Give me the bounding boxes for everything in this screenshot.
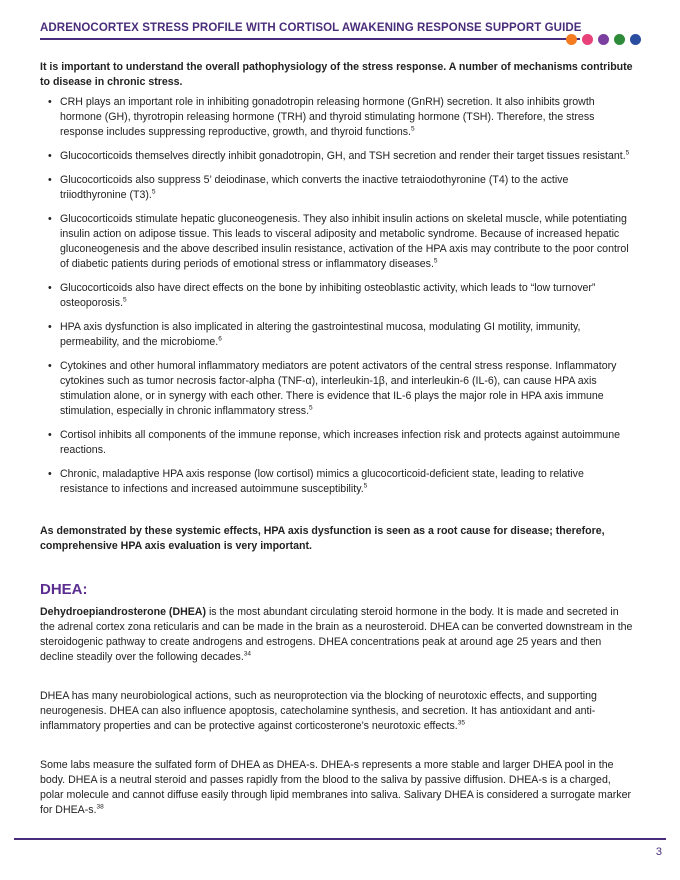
list-item — [60, 173, 634, 203]
list-item-text: Glucocorticoids also have direct effects on the bone by inhibiting osteoblastic activity, which leads to “low turnover” osteoporosis. — [60, 282, 596, 309]
list-item-text: CRH plays an important role in inhibiting gonadotropin releasing hormone (GnRH) secretion. It also inhibits growth hormone (GH), thyrotropin releasing hormone (TRH) and thyroid stimulating hormone (TSH). Therefore, the stress response includes suppressing reproductive, growth, and thyroid functions. — [60, 96, 595, 138]
list-item-text: Glucocorticoids also suppress 5’ deiodinase, which converts the inactive tetraiodothyronine (T4) to the active triiodthyronine (T3). — [60, 174, 569, 201]
list-item — [60, 428, 634, 458]
list-item — [60, 359, 634, 419]
document-title: ADRENOCORTEX STRESS PROFILE WITH CORTISOL AWAKENING RESPONSE SUPPORT GUIDE — [40, 22, 582, 34]
page-header — [40, 22, 640, 34]
citation-ref: 5 — [309, 404, 313, 412]
dhea-paragraph-2 — [40, 689, 634, 734]
list-item-text: HPA axis dysfunction is also implicated in altering the gastrointestinal mucosa, modulating GI motility, immunity, permeability, and the microbiome. — [60, 321, 581, 348]
list-item-text: Cortisol inhibits all components of the immune reponse, which increases infection risk and protects against autoimmune reactions. — [60, 429, 620, 456]
dhea-paragraph-3-text: Some labs measure the sulfated form of DHEA as DHEA-s. DHEA-s represents a more stable and larger DHEA pool in the body. DHEA is a neutral steroid and passes rapidly from the blood to the saliva by passive diffusion. DHEA-s is a charged, polar molecule and cannot diffuse easily through lipid membranes into saliva. Salivary DHEA is considered a surrogate marker for DHEA-s. — [40, 759, 631, 816]
list-item-text: Glucocorticoids themselves directly inhibit gonadotropin, GH, and TSH secretion and render their target tissues resistant. — [60, 150, 626, 162]
citation-ref: 34 — [243, 650, 251, 658]
list-item — [60, 281, 634, 311]
header-divider — [40, 38, 580, 40]
list-item — [60, 467, 634, 497]
citation-ref: 5 — [123, 296, 127, 304]
citation-ref: 35 — [457, 719, 465, 727]
brand-dot-orange-icon — [566, 34, 577, 45]
brand-dot-green-icon — [614, 34, 625, 45]
citation-ref: 5 — [625, 149, 630, 157]
citation-ref: 38 — [96, 803, 104, 811]
list-item — [60, 95, 634, 140]
dhea-term: Dehydroepiandrosterone (DHEA) — [40, 606, 206, 618]
mechanism-list — [40, 95, 634, 497]
footer-divider — [14, 838, 666, 840]
brand-dot-blue-icon — [630, 34, 641, 45]
dhea-section-title: DHEA: — [40, 581, 88, 598]
brand-dot-pink-icon — [582, 34, 593, 45]
list-item-text: Chronic, maladaptive HPA axis response (low cortisol) mimics a glucocorticoid-deficient state, leading to relative resistance to infections and increased autoimmune susceptibility. — [60, 468, 584, 495]
page-number: 3 — [655, 846, 662, 858]
list-item — [60, 212, 634, 272]
dhea-paragraph-2-text: DHEA has many neurobiological actions, such as neuroprotection via the blocking of neurotoxic effects, and supporting neurogenesis. DHEA can also influence apoptosis, catecholamine synthesis, and secretion. It has antioxidant and anti-inflammatory properties and can be protective against corticosterone’s neurotoxic effects. — [40, 690, 597, 732]
dhea-paragraph-3 — [40, 758, 634, 818]
list-item-text: Glucocorticoids stimulate hepatic gluconeogenesis. They also inhibit insulin actions on skeletal muscle, while potentiating insulin action on adipose tissue. This leads to visceral adiposity and metabolic syndrome. Because of increased hepatic gluconeogenesis and the above described insulin resistance, activation of the HPA axis may contribute to the poor control of diabetic patients during periods of emotional stress or inflammatory diseases. — [60, 213, 629, 270]
intro-paragraph: It is important to understand the overall pathophysiology of the stress response. A number of mechanisms contribute to disease in chronic stress. — [40, 61, 633, 88]
citation-ref: 5 — [433, 257, 438, 265]
dhea-paragraph-1 — [40, 605, 634, 665]
list-item-text: Cytokines and other humoral inflammatory mediators are potent activators of the central stress response. Inflammatory cytokines such as tumor necrosis factor-alpha (TNF-α), interleukin-1β, and interleukin-6 (IL-6), can cause HPA axis stimulation alone, or in synergy with each other. There is evidence that IL-6 plays the major role in HPA axis immune stimulation, especially in chronic inflammatory stress. — [60, 360, 617, 417]
citation-ref: 6 — [218, 335, 222, 343]
dhea-paragraph-1-text: is the most abundant circulating steroid hormone in the body. It is made and secreted in the adrenal cortex zona reticularis and can be made in the brain as a neurosteroid. DHEA can be converted downstream in the steroidogenic pathway to create androgens and estrogens. DHEA concentrations peak at around age 25 years and then decline steadily over the following decades. — [40, 606, 633, 663]
list-item — [60, 149, 634, 164]
main-content — [40, 60, 634, 842]
citation-ref: 5 — [151, 188, 156, 196]
citation-ref: 5 — [363, 482, 368, 490]
citation-ref: 5 — [410, 125, 415, 133]
list-item — [60, 320, 634, 350]
conclusion-paragraph: As demonstrated by these systemic effects, HPA axis dysfunction is seen as a root cause for disease; therefore, comprehensive HPA axis evaluation is very important. — [40, 525, 605, 552]
brand-dot-purple-icon — [598, 34, 609, 45]
